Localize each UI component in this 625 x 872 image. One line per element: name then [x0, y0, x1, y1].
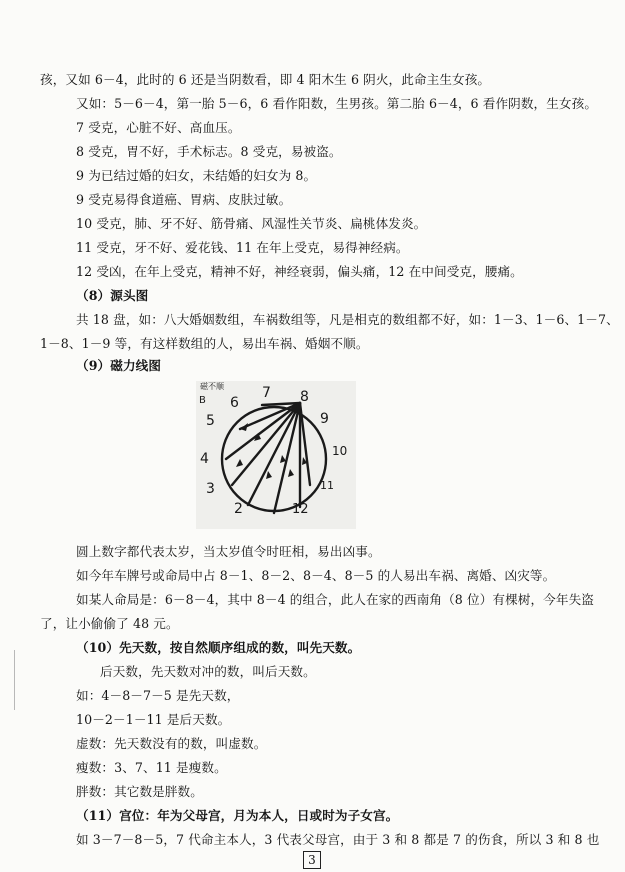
page-number: 3: [303, 851, 321, 869]
number-10: 10: [332, 444, 348, 458]
number-6: 6: [230, 395, 239, 411]
text-line: 圆上数字都代表太岁，当太岁值令时旺相，易出凶事。: [76, 544, 381, 559]
text-line: 11 受克，牙不好、爱花钱、11 在年上受克，易得神经病。: [76, 240, 409, 255]
text-line: 胖数：其它数是胖数。: [76, 784, 203, 799]
section-heading: （11）宫位：年为父母宫，月为本人，日或时为子女宫。: [76, 808, 399, 823]
number-3: 3: [206, 481, 215, 497]
text-line: 后天数，先天数对冲的数，叫后天数。: [100, 664, 316, 679]
number-4: 4: [200, 451, 209, 467]
text-line: 如：4－8－7－5 是先天数，: [76, 688, 240, 703]
section-heading: （9）磁力线图: [76, 358, 162, 373]
number-5: 5: [206, 413, 215, 429]
number-8: 8: [300, 389, 309, 405]
scan-edge: [14, 650, 15, 710]
text-line: 9 为已结过婚的妇女，未结婚的妇女为 8。: [76, 168, 317, 183]
number-9: 9: [320, 411, 329, 427]
text-line: 10 受克，肺、牙不好、筋骨痛、风湿性关节炎、扁桃体发炎。: [76, 216, 427, 231]
number-2: 2: [234, 501, 243, 517]
magnetic-line-diagram: [196, 381, 356, 529]
text-line: 如 3－7－8－5，7 代命主本人，3 代表父母宫，由于 3 和 8 都是 7 的伤食，所以 3 和 8 也: [76, 832, 600, 847]
text-line: 孩，又如 6－4，此时的 6 还是当阴数看，即 4 阳木生 6 阴火，此命主生女孩。: [40, 72, 491, 87]
text-line: 10－2－1－11 是后天数。: [76, 712, 231, 727]
text-line: 8 受克，胃不好，手术标志。8 受克，易被盗。: [76, 144, 342, 159]
text-line: 1－8、1－9 等，有这样数组的人，易出车祸、婚姻不顺。: [40, 336, 369, 351]
text-line: 了，让小偷偷了 48 元。: [40, 616, 179, 631]
number-7: 7: [262, 385, 271, 401]
text-line: 又如：5－6－4，第一胎 5－6，6 看作阳数，生男孩。第二胎 6－4，6 看作阴数，生女孩。: [76, 96, 598, 111]
corner-label: B: [199, 395, 206, 406]
text-line: 12 受凶，在年上受克，精神不好，神经衰弱，偏头痛，12 在中间受克，腰痛。: [76, 264, 523, 279]
section-heading: （8）源头图: [76, 288, 149, 303]
text-line: 虚数：先天数没有的数，叫虚数。: [76, 736, 267, 751]
top-text: 磁不顺: [200, 382, 224, 391]
magnetic-line-figure: [196, 381, 356, 529]
number-11: 11: [320, 479, 334, 492]
text-line: 共 18 盘，如：八大婚姻数组，车祸数组等，凡是相克的数组都不好，如：1－3、1－6、1－7、: [76, 312, 619, 327]
text-line: 如某人命局是：6－8－4，其中 8－4 的组合，此人在家的西南角（8 位）有棵树，今年失盗: [76, 592, 594, 607]
arrow-heads: [236, 423, 307, 479]
text-line: 瘦数：3、7、11 是瘦数。: [76, 760, 227, 775]
number-12: 12: [292, 502, 309, 517]
text-line: 9 受克易得食道癌、胃病、皮肤过敏。: [76, 192, 292, 207]
section-heading: （10）先天数，按自然顺序组成的数，叫先天数。: [76, 640, 361, 655]
text-line: 如今年车牌号或命局中占 8－1、8－2、8－4、8－5 的人易出车祸、离婚、凶灾等。: [76, 568, 556, 583]
diagram-line: [248, 403, 300, 505]
text-line: 7 受克，心脏不好、高血压。: [76, 120, 241, 135]
diagram-line: [300, 403, 310, 485]
